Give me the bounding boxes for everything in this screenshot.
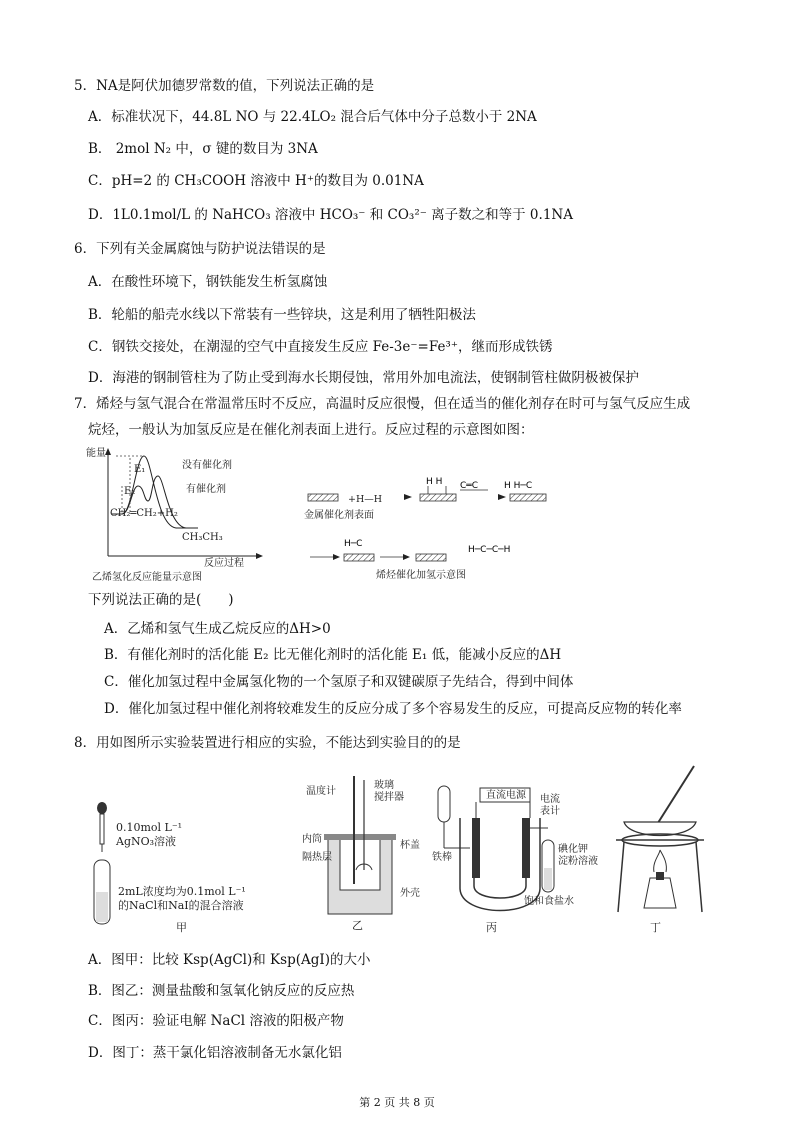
svg-text:H H─C: H H─C [504, 481, 533, 491]
q5-option-b: B． 2mol N₂ 中，σ 键的数目为 3NA [88, 141, 318, 157]
bing-meter-line2: 表计 [540, 806, 560, 817]
bing-power-label: 直流电源 [486, 790, 526, 801]
jia-reagent2-line1: 2mL浓度均为0.1mol L⁻¹ [118, 885, 246, 898]
svg-text:H─C: H─C [344, 539, 363, 549]
bing-caption: 丙 [486, 921, 497, 934]
bing-rod-label: 铁棒 [432, 852, 452, 863]
yi-shell-label: 外壳 [400, 888, 420, 899]
curve-catalyst-label: 有催化剂 [186, 484, 226, 495]
energy-caption: 乙烯氢化反应能量示意图 [92, 572, 202, 583]
q6-option-d: D．海港的钢制管柱为了防止受到海水长期侵蚀，常用外加电流法，使钢制管柱做阴极被保护 [88, 370, 639, 386]
figure-ding [610, 762, 710, 938]
page-footer: 第 2 页 共 8 页 [359, 1096, 435, 1109]
yi-inner-label: 内筒 [302, 834, 322, 845]
bing-ki-line2: 淀粉溶液 [558, 856, 598, 867]
q6-stem: 6．下列有关金属腐蚀与防护说法错误的是 [74, 241, 326, 257]
yi-stirrer-line2: 搅拌器 [374, 792, 404, 803]
q7-option-d: D．催化加氢过程中催化剂将较难发生的反应分成了多个容易发生的反应，可提高反应物的转化率 [104, 701, 682, 717]
figure-jia [86, 800, 306, 935]
energy-xlabel: 反应过程 [204, 558, 244, 569]
jia-reagent1-line1: 0.10mol L⁻¹ [116, 821, 183, 834]
q5-option-d: D．1L0.1mol/L 的 NaHCO₃ 溶液中 HCO₃⁻ 和 CO₃²⁻ 离子数之和等于 0.1NA [88, 207, 573, 223]
hydrogenation-caption: 烯烃催化加氢示意图 [376, 570, 466, 581]
q5-option-a: A．标准状况下，44.8L NO 与 22.4LO₂ 混合后气体中分子总数小于 2NA [88, 109, 537, 125]
yi-insulation-label: 隔热层 [302, 852, 332, 863]
reactant-label: CH₂═CH₂+H₂ [110, 508, 178, 519]
figure-bing [430, 778, 602, 938]
q8-option-d: D．图丁：蒸干氯化铝溶液制备无水氯化铝 [88, 1045, 342, 1061]
figure-yi [302, 766, 432, 936]
jia-caption: 甲 [176, 921, 187, 934]
q6-option-b: B．轮船的船壳水线以下常装有一些锌块，这是利用了牺牲阳极法 [88, 307, 476, 323]
q7-question: 下列说法正确的是( ) [88, 592, 234, 608]
curve-no-catalyst-label: 没有催化剂 [182, 460, 232, 471]
jia-reagent2-line2: 的NaCl和NaI的混合溶液 [118, 899, 244, 912]
yi-lid-label: 杯盖 [400, 840, 420, 851]
svg-text:H─C─C─H: H─C─C─H [468, 545, 511, 555]
energy-diagram [86, 446, 264, 586]
yi-stirrer-line1: 玻璃 [374, 780, 394, 791]
svg-text:H H: H H [426, 477, 443, 487]
q8-option-b: B．图乙：测量盐酸和氢氧化钠反应的反应热 [88, 983, 355, 999]
q7-option-b: B．有催化剂时的活化能 E₂ 比无催化剂时的活化能 E₁ 低，能减小反应的ΔH [104, 647, 562, 663]
h2-label: +H—H [348, 494, 383, 505]
q8-option-c: C．图丙：验证电解 NaCl 溶液的阳极产物 [88, 1013, 344, 1029]
hydrogenation-schematic [300, 460, 580, 590]
q6-option-a: A．在酸性环境下，钢铁能发生析氢腐蚀 [88, 274, 328, 290]
bing-brine-label: 饱和食盐水 [524, 896, 574, 907]
bing-ki-line1: 碘化钾 [558, 844, 588, 855]
product-label: CH₃CH₃ [182, 532, 223, 543]
q7-option-c: C．催化加氢过程中金属氢化物的一个氢原子和双键碳原子先结合，得到中间体 [104, 674, 574, 690]
q7-option-a: A．乙烯和氢气生成乙烷反应的ΔH>0 [104, 621, 331, 637]
bing-meter-line1: 电流 [540, 794, 560, 805]
svg-text:C═C: C═C [460, 481, 478, 491]
yi-thermometer-label: 温度计 [306, 786, 336, 797]
yi-caption: 乙 [352, 919, 363, 932]
jia-reagent1-line2: AgNO₃溶液 [116, 835, 177, 848]
catalyst-surface-label: 金属催化剂表面 [304, 510, 374, 521]
q6-option-c: C．钢铁交接处，在潮湿的空气中直接发生反应 Fe-3e⁻=Fe³⁺，继而形成铁锈 [88, 339, 553, 355]
q5-stem: 5．NA是阿伏加德罗常数的值，下列说法正确的是 [74, 78, 375, 94]
q5-option-c: C．pH=2 的 CH₃COOH 溶液中 H⁺的数目为 0.01NA [88, 173, 424, 189]
q7-stem-line1: 7．烯烃与氢气混合在常温常压时不反应，高温时反应很慢，但在适当的催化剂存在时可与氢气反应生成 [74, 396, 691, 412]
ding-caption: 丁 [650, 921, 661, 934]
e1-label: E₁ [134, 464, 146, 475]
e2-label: E₂ [124, 486, 136, 497]
energy-ylabel: 能量 [86, 448, 106, 459]
q7-stem-line2: 烷烃，一般认为加氢反应是在催化剂表面上进行。反应过程的示意图如图： [88, 422, 534, 438]
ding-svg [610, 762, 710, 938]
q8-option-a: A．图甲：比较 Ksp(AgCl)和 Ksp(AgI)的大小 [88, 952, 371, 968]
q8-stem: 8．用如图所示实验装置进行相应的实验，不能达到实验目的的是 [74, 735, 461, 751]
